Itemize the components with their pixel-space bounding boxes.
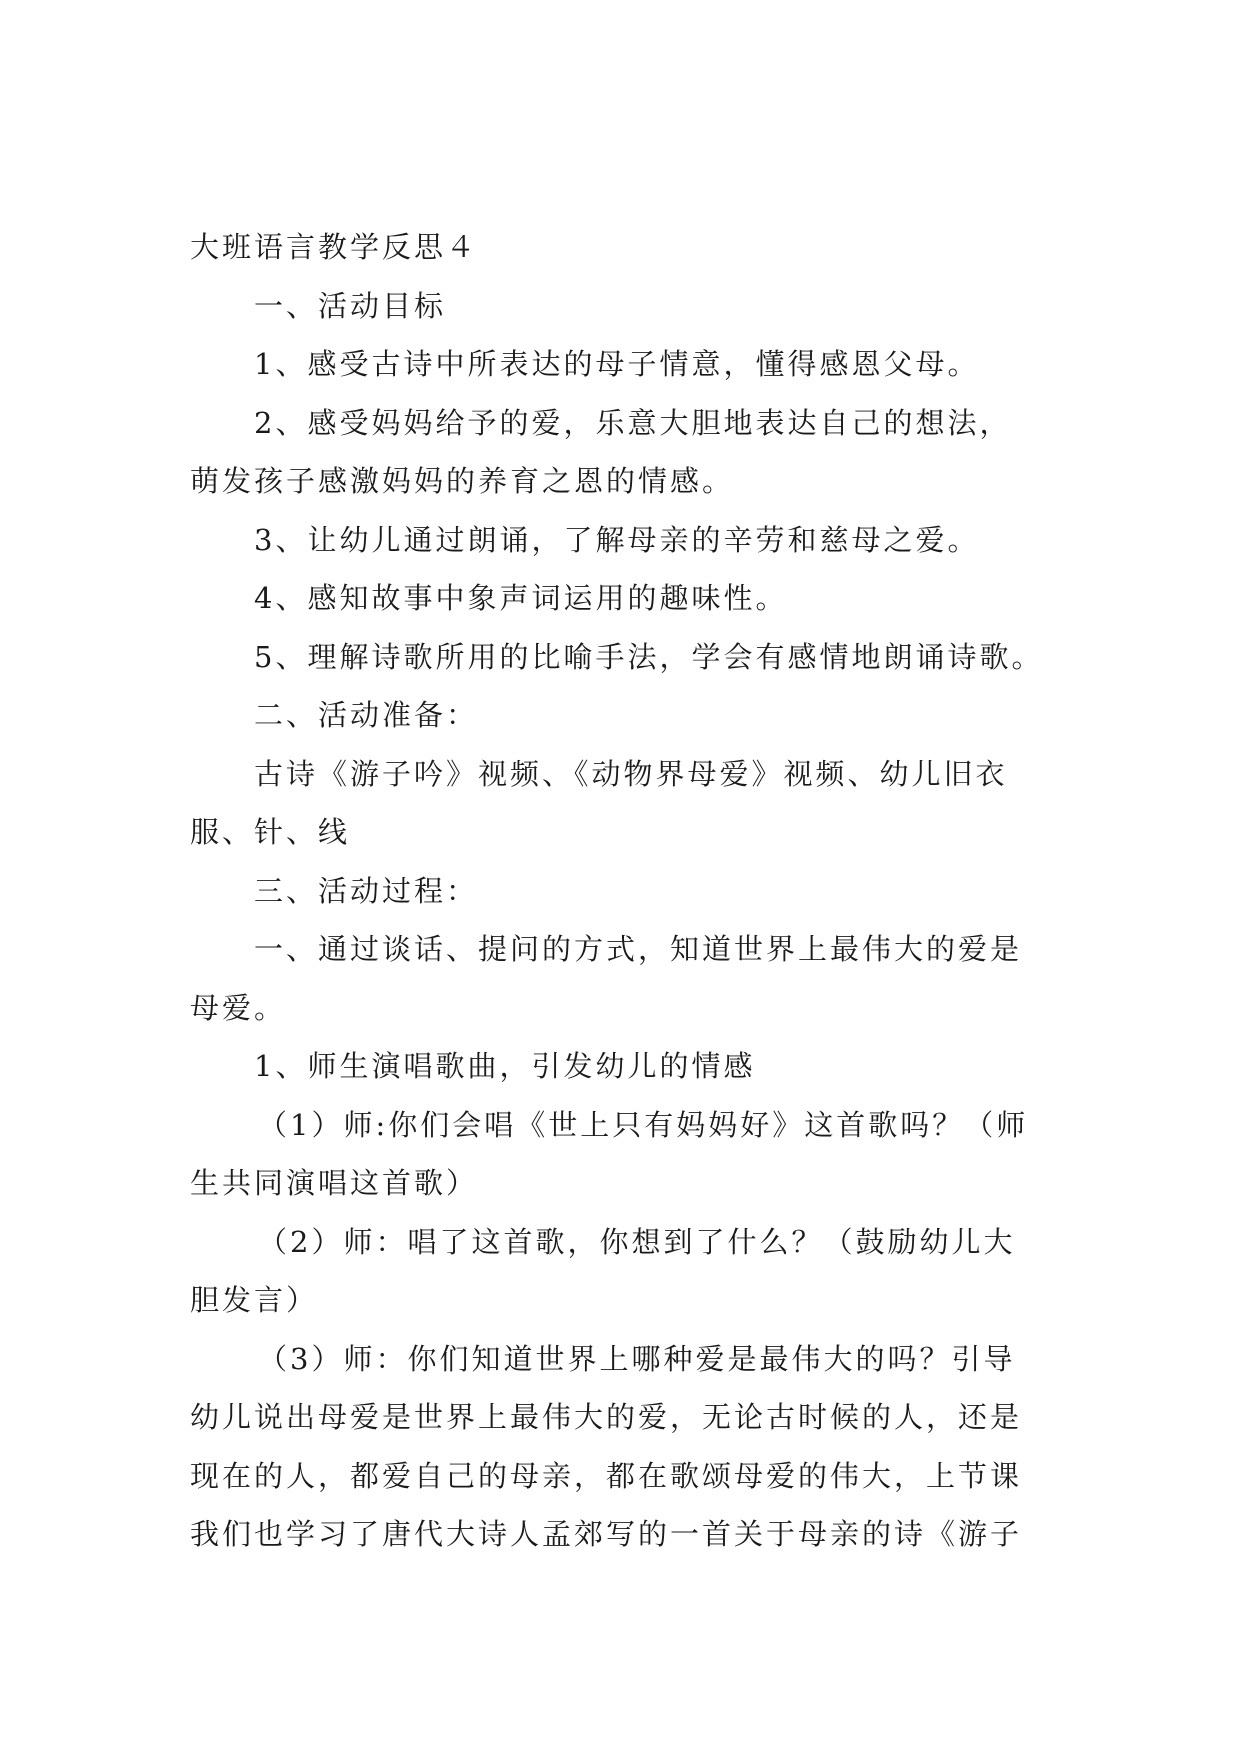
paragraph-line: 2、感受妈妈给予的爱，乐意大胆地表达自己的想法， (254, 405, 1012, 440)
section-heading-goals: 一、活动目标 (254, 288, 447, 323)
paragraph-line: （1）师:你们会唱《世上只有妈妈好》这首歌吗？（师 (258, 1107, 1029, 1142)
paragraph-line: 幼儿说出母爱是世界上最伟大的爱，无论古时候的人，还是 (190, 1400, 1023, 1434)
paragraph-line: 胆发言） (190, 1283, 319, 1317)
paragraph-line: 生共同演唱这首歌） (190, 1166, 479, 1200)
document-title: 大班语言教学反思４ (190, 230, 479, 264)
paragraph-line: 一、通过谈话、提问的方式，知道世界上最伟大的爱是 (254, 932, 1023, 966)
paragraph-line: 我们也学习了唐代大诗人孟郊写的一首关于母亲的诗《游子 (190, 1517, 1023, 1551)
paragraph-line: 萌发孩子感激妈妈的养育之恩的情感。 (190, 464, 735, 498)
paragraph-line: 1、感受古诗中所表达的母子情意，懂得感恩父母。 (254, 347, 980, 381)
paragraph-line: 4、感知故事中象声词运用的趣味性。 (254, 581, 788, 615)
paragraph-line: 母爱。 (190, 990, 287, 1025)
paragraph-line: 1、师生演唱歌曲，引发幼儿的情感 (254, 1049, 756, 1083)
paragraph-line: 服、针、线 (190, 815, 351, 849)
section-heading-process: 三、活动过程： (254, 873, 479, 908)
paragraph-line: （3）师：你们知道世界上哪种爱是最伟大的吗？引导 (258, 1341, 1016, 1376)
document-body (190, 218, 1065, 1564)
paragraph-line: 现在的人，都爱自己的母亲，都在歌颂母爱的伟大，上节课 (190, 1458, 1023, 1493)
paragraph-line: 5、理解诗歌所用的比喻手法，学会有感情地朗诵诗歌。 (254, 639, 1044, 674)
paragraph-line: 古诗《游子吟》视频、《动物界母爱》视频、幼儿旧衣 (254, 756, 1008, 791)
paragraph-line: 3、让幼儿通过朗诵，了解母亲的辛劳和慈母之爱。 (254, 522, 980, 557)
section-heading-preparation: 二、活动准备： (254, 698, 479, 732)
paragraph-line: （2）师：唱了这首歌，你想到了什么？（鼓励幼儿大 (258, 1224, 1016, 1259)
